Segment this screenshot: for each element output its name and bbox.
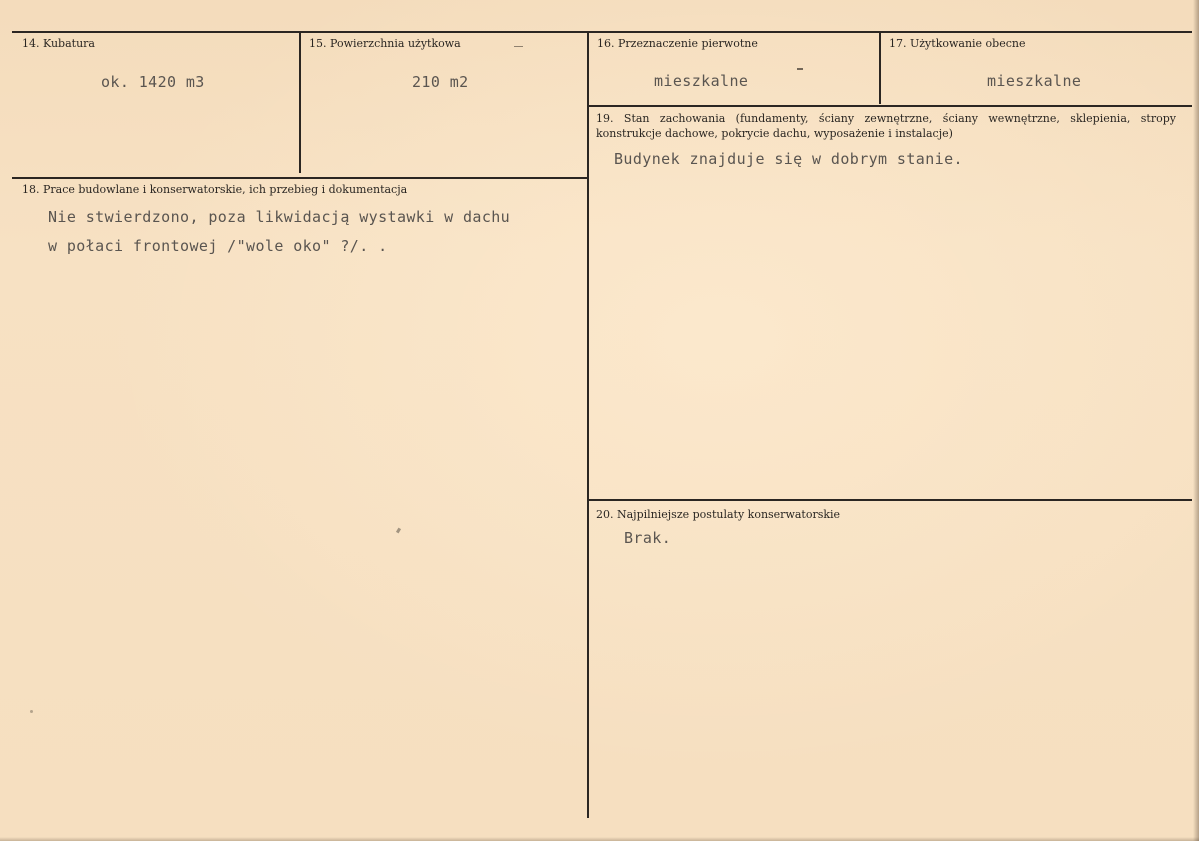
divider-14-15 xyxy=(299,32,301,173)
card-bottom-shadow xyxy=(0,837,1199,841)
field-16-value: mieszkalne xyxy=(654,72,749,90)
field-18-line-2: w połaci frontowej /"wole oko" ?/. . xyxy=(48,237,388,255)
field-18-line-1: Nie stwierdzono, poza likwidacją wystawki w dachu xyxy=(48,208,511,226)
card-edge-shadow xyxy=(1193,0,1199,841)
field-18-label: 18. Prace budowlane i konserwatorskie, ich przebieg i dokumentacja xyxy=(22,183,408,196)
paper-mark xyxy=(30,710,33,713)
field-20-label: 20. Najpilniejsze postulaty konserwatorskie xyxy=(596,508,841,521)
paper-mark xyxy=(797,68,803,70)
paper-mark xyxy=(396,528,401,534)
field-19-value: Budynek znajduje się w dobrym stanie. xyxy=(614,150,963,168)
center-divider xyxy=(587,32,589,818)
line-under-14-15 xyxy=(12,177,588,179)
top-border-line xyxy=(12,31,1192,33)
paper-mark xyxy=(514,46,523,47)
field-15-label: 15. Powierzchnia użytkowa xyxy=(309,37,461,50)
field-17-label: 17. Użytkowanie obecne xyxy=(889,37,1026,50)
divider-16-17 xyxy=(879,32,881,104)
line-under-19 xyxy=(588,499,1192,501)
field-17-value: mieszkalne xyxy=(987,72,1082,90)
field-15-value: 210 m2 xyxy=(412,73,469,91)
field-20-value: Brak. xyxy=(624,529,672,547)
field-14-label: 14. Kubatura xyxy=(22,37,95,50)
line-under-16-17 xyxy=(588,105,1192,107)
field-16-label: 16. Przeznaczenie pierwotne xyxy=(597,37,758,50)
field-14-value: ok. 1420 m3 xyxy=(101,73,205,91)
field-19-label: 19. Stan zachowania (fundamenty, ściany zewnętrzne, ściany wewnętrzne, sklepienia, stropy konstrukcje dachowe, pokrycie dachu, wyposażenie i instalacje) xyxy=(596,112,1176,140)
